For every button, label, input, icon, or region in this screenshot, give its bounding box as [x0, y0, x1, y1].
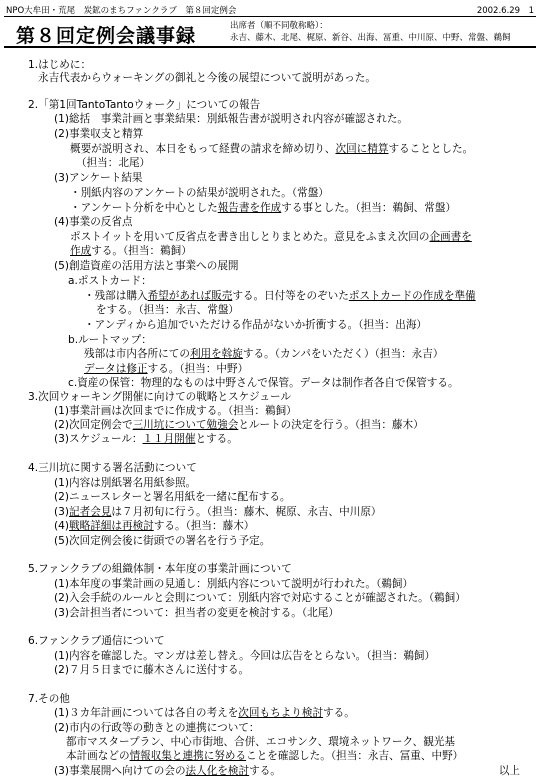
item-4-1: (1)内容は別紙署名用紙参照。	[54, 477, 197, 489]
section-5-heading: 5.ファンクラブの組織体制・本年度の事業計画について	[28, 563, 292, 575]
routemap-heading: b.ルートマップ：	[68, 334, 152, 346]
postcard-line-3: ・アンディから追加でいただける作品がないか折衝する。（担当：出海）	[84, 319, 428, 331]
item-2-5-heading: (5)創造資産の活用方法と事業への展開	[54, 260, 239, 272]
item-2-1: (1)総括 事業計画と事業結果：別紙報告書が説明され内容が確認された。	[54, 113, 409, 125]
closing-mark: 以上	[498, 765, 520, 777]
section-6-heading: 6.ファンクラブ通信について	[28, 635, 165, 647]
item-7-2-heading: (2)市内の行政等の動きとの連携について：	[54, 722, 260, 734]
section-4-heading: 4.三川坑に関する署名活動について	[28, 462, 197, 474]
page-header	[6, 4, 534, 16]
organization-header: NPO大牟田・荒尾 炭鉱のまちファンクラブ 第８回定例会	[6, 6, 237, 16]
section-7-heading: 7.その他	[28, 693, 70, 705]
item-4-4: (4)戦略詳細は再検討する。（担当：藤木）	[54, 520, 255, 532]
asset-storage: c.資産の保管：物理的なものは中野さんで保管。データは制作者各自で保管する。	[68, 377, 459, 389]
item-4-2: (2)ニュースレターと署名用紙を一緒に配布する。	[54, 491, 291, 503]
item-2-2-heading: (2)事業収支と精算	[54, 128, 144, 140]
item-6-2: (2)７月５日までに藤木さんに送付する。	[54, 664, 250, 676]
date-page-number: 2002.6.29 1	[476, 6, 534, 16]
item-5-2: (2)入会手続のルールと会則について：別紙内容で対応することが確認された。（鵜飼）	[54, 592, 466, 604]
postcard-heading: a.ポストカード：	[68, 275, 152, 287]
routemap-line-2: データは修正する。（担当：中野）	[84, 363, 249, 375]
routemap-line-1: 残部は市内各所にての利用を斡旋する。（カンパをいただく）（担当：永吉）	[84, 348, 444, 360]
item-2-4-line-1: ポストイットを用いて反省点を書き出しとりまとめた。意見をふまえ次回の企画書を	[70, 231, 472, 243]
section-2-heading: 2.「第1回TantoTantoウォーク」についての報告	[28, 99, 261, 111]
postcard-line-2: をする。（担当：永吉、常盤）	[96, 304, 240, 316]
section-1-text: 永吉代表からウォーキングの御礼と今後の展望について説明があった。	[38, 72, 376, 84]
attendees-label: 出席者（順不同敬称略）：	[230, 21, 328, 31]
item-4-3: (3)記者会見は７月初旬に行う。（担当：藤木、梶原、永吉、中川原）	[54, 506, 382, 518]
item-5-1: (1)本年度の事業計画の見通し：別紙内容について説明が行われた。（鵜飼）	[54, 578, 414, 590]
item-3-3: (3)スケジュール：１１月開催とする。	[54, 433, 238, 445]
title-rule	[4, 46, 536, 48]
item-3-1: (1)事業計画は次回までに作成する。（担当：鵜飼）	[54, 405, 297, 417]
attendees-names: 永吉、藤木、北尾、梶原、新谷、出海、冨重、中川原、中野、常盤、鵜飼	[230, 33, 511, 43]
item-5-3: (3)会計担当者について：担当者の変更を検討する。（北尾）	[54, 607, 339, 619]
header-rule	[4, 16, 536, 17]
item-2-3-heading: (3)アンケート結果	[54, 172, 143, 184]
postcard-line-1: ・残部は購入希望があれば販売する。日付等をのぞいたポストカードの作成を準備	[84, 290, 476, 302]
item-2-2-text: 概要が説明され、本日をもって経費の請求を締め切り、次回に精算することとした。	[70, 143, 474, 155]
attendees	[230, 20, 511, 44]
item-7-2-line-1: 都市マスタープラン、中心市街地、合併、エコサンク、環境ネットワーク、観光基	[66, 736, 455, 748]
document-title: 第８回定例会議事録	[16, 25, 197, 47]
item-2-4-heading: (4)事業の反省点	[54, 216, 133, 228]
item-4-5: (5)次回定例会後に街頭での署名を行う予定。	[54, 535, 271, 547]
section-1-heading: 1.はじめに：	[28, 59, 92, 71]
section-3-heading: 3.次回ウォーキング開催に向けての戦略とスケジュール	[28, 391, 291, 403]
item-6-1: (1)内容を確認した。マンガは差し替え。今回は広告をとらない。（担当：鵜飼）	[54, 650, 436, 662]
item-2-2-owner: （担当：北尾）	[76, 157, 151, 169]
item-2-3-line-2: ・アンケート分析を中心とした報告書を作成する事とした。（担当：鵜飼、常盤）	[70, 202, 457, 214]
item-2-4-line-2: 作成する。（担当：鵜飼）	[70, 245, 192, 257]
item-7-1: (1)３カ年計画については各自の考えを次回もちより検討する。	[54, 707, 355, 719]
item-7-2-line-2: 本計画などの情報収集と連携に努めることを確認した。（担当：永吉、冨重、中野）	[66, 750, 464, 762]
item-3-2: (2)次回定例会で三川坑について勉強会とルートの決定を行う。（担当：藤木）	[54, 419, 424, 431]
item-7-3: (3)事業展開へ向けての会の法人化を検討する。	[54, 765, 281, 777]
item-2-3-line-1: ・別紙内容のアンケートの結果が説明された。（常盤）	[70, 187, 329, 199]
